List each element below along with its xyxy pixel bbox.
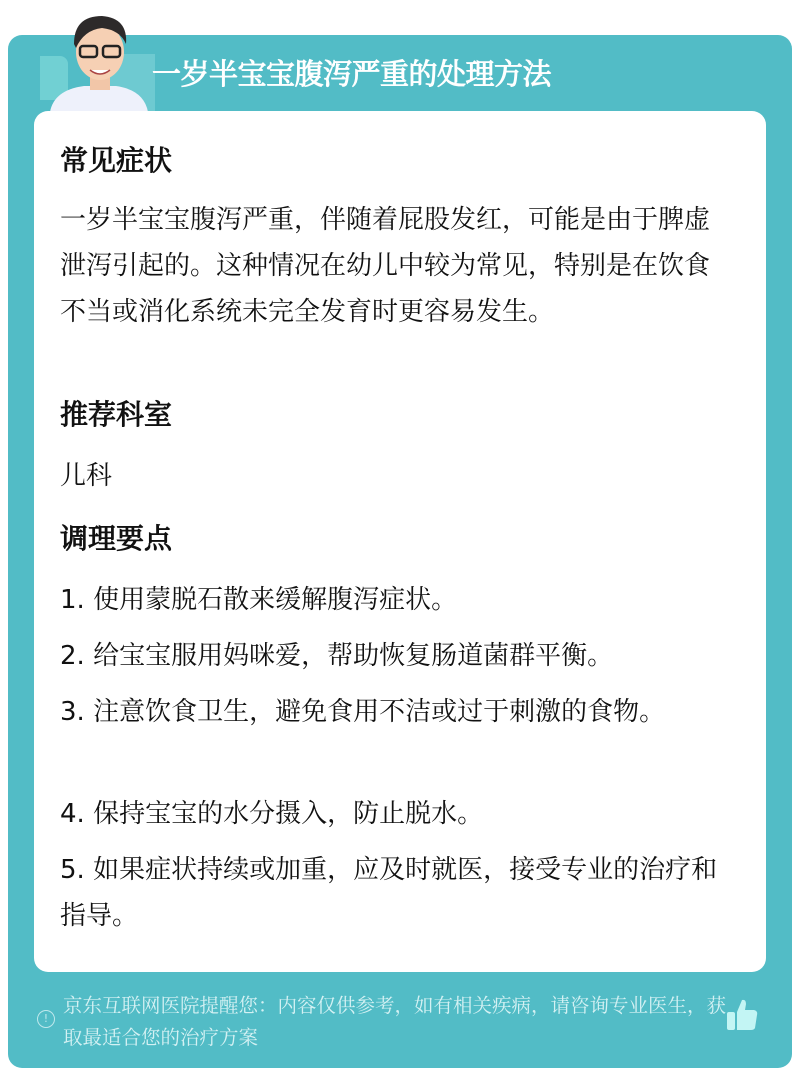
care-heading: 调理要点	[60, 522, 173, 555]
care-item: 4. 保持宝宝的水分摄入，防止脱水。	[60, 799, 484, 829]
symptoms-heading: 常见症状	[60, 144, 173, 177]
doctor-avatar-icon	[40, 8, 160, 112]
disclaimer-text: 京东互联网医院提醒您：内容仅供参考，如有相关疾病，请咨询专业医生，获取最适合您的治疗方案	[63, 994, 727, 1049]
care-item: 3. 注意饮食卫生，避免食用不洁或过于刺激的食物。	[60, 697, 666, 727]
department-heading: 推荐科室	[60, 398, 173, 431]
symptoms-text: 一岁半宝宝腹泻严重，伴随着屁股发红，可能是由于脾虚泄泻引起的。这种情况在幼儿中较为常见，特别是在饮食不当或消化系统未完全发育时更容易发生。	[60, 205, 711, 327]
department-text: 儿科	[60, 461, 113, 491]
info-icon: !	[37, 1010, 55, 1028]
care-item: 1. 使用蒙脱石散来缓解腹泻症状。	[60, 585, 458, 615]
thumbs-up-icon[interactable]	[726, 998, 758, 1032]
content-card	[34, 111, 766, 972]
page-title: 一岁半宝宝腹泻严重的处理方法	[152, 57, 552, 91]
care-item: 5. 如果症状持续或加重，应及时就医，接受专业的治疗和指导。	[60, 855, 718, 931]
care-item: 2. 给宝宝服用妈咪爱，帮助恢复肠道菌群平衡。	[60, 641, 614, 671]
